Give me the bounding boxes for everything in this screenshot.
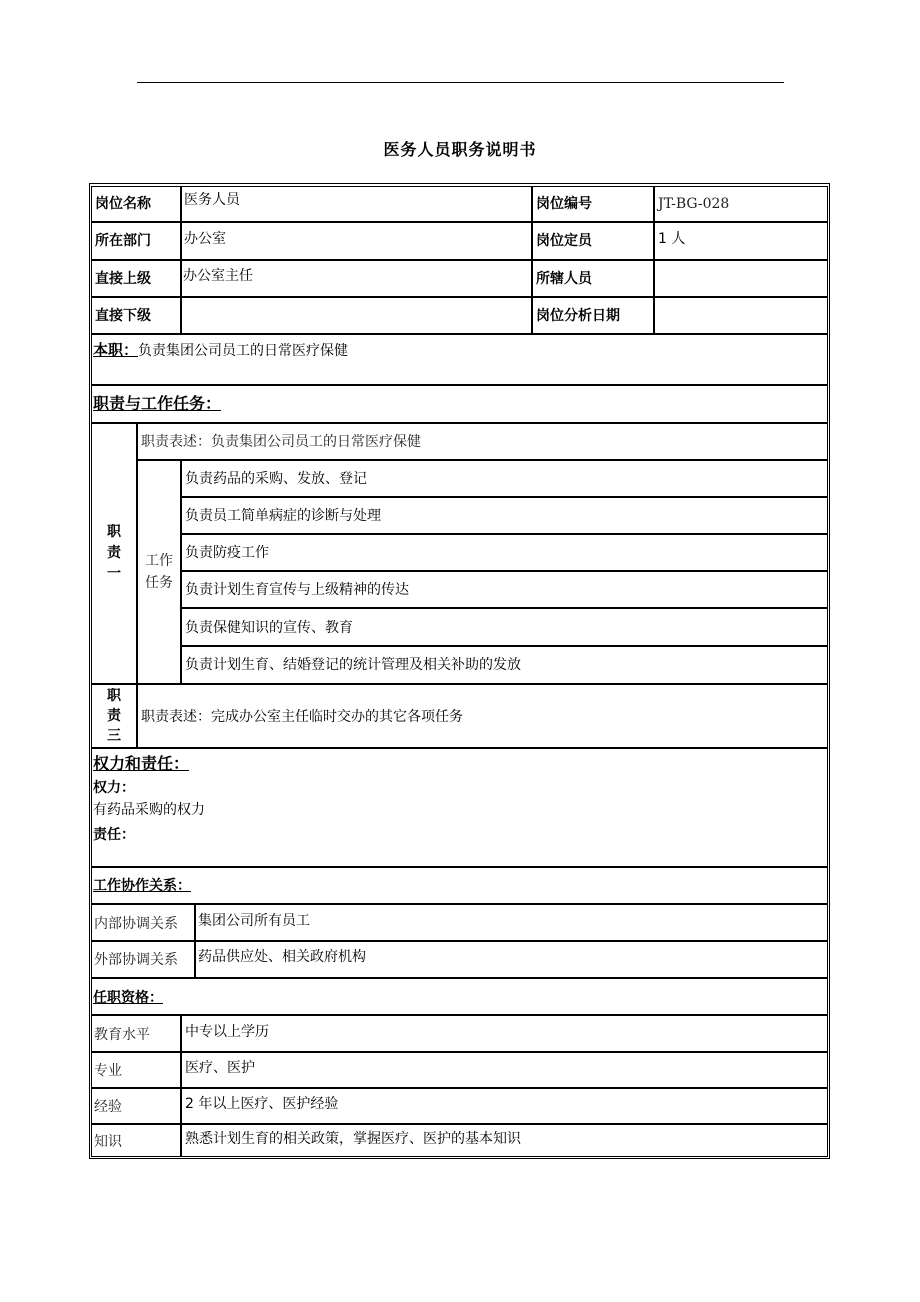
duty1-task: 负责防疫工作 (181, 534, 828, 571)
qualification-value: 中专以上学历 (181, 1015, 828, 1052)
qualification-label: 经验 (91, 1088, 181, 1124)
position-code-value: JT-BG-028 (654, 186, 828, 222)
qualification-value: 2 年以上医疗、医护经验 (181, 1088, 828, 1124)
cooperation-heading-cell (91, 867, 828, 904)
document-title: 医务人员职务说明书 (383, 140, 537, 159)
headcount-value: 1 人 (654, 222, 828, 260)
internal-coordination-label: 内部协调关系 (91, 904, 195, 941)
role-text: 负责集团公司员工的日常医疗保健 (138, 343, 349, 359)
subordinate-value (181, 297, 532, 334)
duty3-label-line: 责 (107, 708, 121, 724)
header-rule (137, 82, 784, 83)
duty1-label (91, 423, 137, 684)
qualification-value: 医疗、医护 (181, 1052, 828, 1088)
tasks-label-line: 工作 (145, 553, 173, 569)
power-label: 权力： (93, 780, 135, 796)
duties-heading: 职责与工作任务： (93, 394, 222, 413)
external-coordination-value: 药品供应处、相关政府机构 (195, 941, 828, 978)
superior-value: 办公室主任 (181, 260, 532, 297)
duty1-task: 负责计划生育、结婚登记的统计管理及相关补助的发放 (181, 646, 828, 684)
duty3-label (91, 684, 137, 748)
managed-staff-value (654, 260, 828, 297)
duty1-label-line: 一 (107, 566, 121, 582)
duty1-task: 负责保健知识的宣传、教育 (181, 608, 828, 646)
subordinate-label: 直接下级 (91, 297, 181, 334)
superior-label: 直接上级 (91, 260, 181, 297)
headcount-label: 岗位定员 (532, 222, 654, 260)
qualifications-heading-cell (91, 978, 828, 1015)
duty1-task: 负责员工简单病症的诊断与处理 (181, 497, 828, 534)
duty1-description (137, 423, 828, 460)
duty1-task: 负责计划生育宣传与上级精神的传达 (181, 571, 828, 608)
authority-heading: 权力和责任： (93, 754, 190, 773)
internal-coordination-value: 集团公司所有员工 (195, 904, 828, 941)
responsibility-label: 责任： (93, 827, 135, 843)
duty3-label-line: 三 (107, 728, 121, 744)
qualification-label: 知识 (91, 1124, 181, 1157)
duty1-tasks-label (137, 460, 181, 684)
qualification-label: 教育水平 (91, 1015, 181, 1052)
qualification-label: 专业 (91, 1052, 181, 1088)
qualification-value: 熟悉计划生育的相关政策，掌握医疗、医护的基本知识 (181, 1124, 828, 1157)
department-value: 办公室 (181, 222, 532, 260)
role-label: 本职： (93, 341, 139, 359)
tasks-label-line: 任务 (145, 575, 173, 591)
managed-staff-label: 所辖人员 (532, 260, 654, 297)
duty1-label-line: 职 (107, 524, 121, 540)
analysis-date-value (654, 297, 828, 334)
position-name-value: 医务人员 (181, 186, 532, 222)
department-label: 所在部门 (91, 222, 181, 260)
duty3-description: 职责表述：完成办公室主任临时交办的其它各项任务 (137, 684, 828, 748)
duty1-task: 负责药品的采购、发放、登记 (181, 460, 828, 497)
analysis-date-label: 岗位分析日期 (532, 297, 654, 334)
position-name-label: 岗位名称 (91, 186, 181, 222)
external-coordination-label: 外部协调关系 (91, 941, 195, 978)
cooperation-heading: 工作协作关系： (93, 878, 191, 894)
duty3-label-line: 职 (107, 688, 121, 704)
position-code-label: 岗位编号 (532, 186, 654, 222)
qualifications-heading: 任职资格： (93, 990, 163, 1006)
duty1-label-line: 责 (107, 545, 121, 561)
role-line (93, 341, 348, 360)
power-text: 有药品采购的权力 (93, 802, 205, 818)
duty1-description-text: 职责表述：负责集团公司员工的日常医疗保健 (141, 434, 421, 450)
